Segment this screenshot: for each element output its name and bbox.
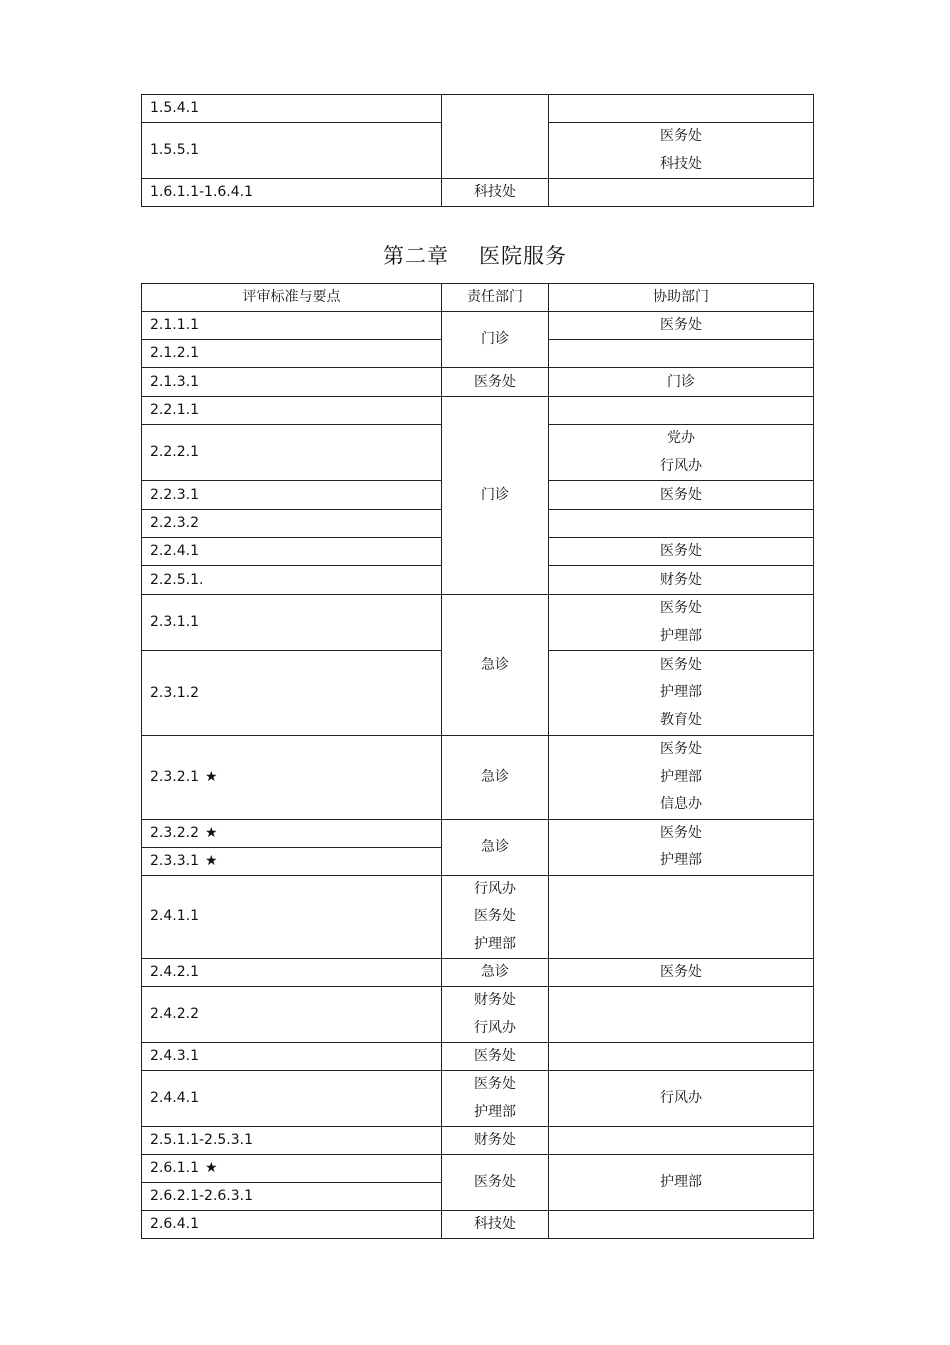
assist-cell: 医务处 [549, 538, 814, 566]
assist-cell [549, 510, 814, 538]
standard-cell: 2.2.3.2 [142, 510, 442, 538]
star-icon: ★ [204, 824, 218, 841]
assist-cell: 医务处 [549, 959, 814, 987]
star-icon: ★ [204, 1160, 218, 1176]
standard-code: 2.3.2.2 [150, 824, 199, 841]
header-row [142, 284, 814, 312]
header-standard: 评审标准与要点 [142, 284, 442, 312]
header-assist: 协助部门 [549, 284, 814, 312]
responsible-cell [442, 987, 549, 1043]
assist-cell [549, 123, 814, 179]
assist-cell [549, 1127, 814, 1155]
standard-cell: 2.3.1.1 [142, 595, 442, 651]
star-icon: ★ [204, 768, 218, 785]
dept-text: 护理部 [660, 684, 702, 701]
responsible-cell [442, 95, 549, 179]
standard-cell: 2.1.1.1 [142, 312, 442, 340]
assist-cell: 医务处 [549, 481, 814, 510]
assist-cell: 门诊 [549, 368, 814, 397]
standard-cell: 1.5.5.1 [142, 123, 442, 179]
standard-code: 2.3.3.1 [150, 852, 199, 869]
dept-text: 护理部 [474, 1103, 516, 1120]
responsible-cell [442, 1071, 549, 1127]
standard-cell: 1.5.4.1 [142, 95, 442, 123]
responsible-cell: 急诊 [442, 595, 549, 736]
responsible-cell: 医务处 [442, 368, 549, 397]
assist-cell [549, 179, 814, 207]
standard-cell: 2.6.4.1 [142, 1211, 442, 1239]
dept-text: 护理部 [660, 768, 702, 785]
dept-text: 教育处 [660, 711, 702, 728]
dept-text: 医务处 [660, 128, 702, 144]
responsible-cell: 医务处 [442, 1043, 549, 1071]
responsible-cell: 科技处 [442, 179, 549, 207]
dept-text: 信息办 [660, 796, 702, 812]
assist-cell [549, 95, 814, 123]
assist-cell: 护理部 [549, 1155, 814, 1211]
chapter-number: 第二章 [383, 244, 449, 268]
standard-cell: 2.4.2.2 [142, 987, 442, 1043]
header-responsible: 责任部门 [442, 284, 549, 312]
assist-cell: 行风办 [549, 1071, 814, 1127]
standard-cell: 2.4.1.1 [142, 875, 442, 959]
assist-cell: 医务处 [549, 312, 814, 340]
standard-cell [142, 736, 442, 820]
responsible-cell [442, 875, 549, 959]
standard-cell: 2.6.2.1-2.6.3.1 [142, 1183, 442, 1211]
assist-cell [549, 1211, 814, 1239]
dept-text: 医务处 [660, 824, 702, 841]
standard-cell: 2.4.4.1 [142, 1071, 442, 1127]
assist-cell [549, 651, 814, 736]
standard-code: 2.3.2.1 [150, 768, 199, 785]
standard-cell: 2.4.2.1 [142, 959, 442, 987]
standard-cell [142, 847, 442, 875]
standard-cell: 2.2.2.1 [142, 425, 442, 481]
responsible-cell: 急诊 [442, 819, 549, 875]
star-icon: ★ [204, 852, 218, 869]
assist-cell [549, 595, 814, 651]
standard-cell: 2.4.3.1 [142, 1043, 442, 1071]
dept-text: 护理部 [660, 627, 702, 644]
dept-text: 医务处 [474, 908, 516, 924]
responsible-cell: 财务处 [442, 1127, 549, 1155]
assist-cell [549, 987, 814, 1043]
dept-text: 医务处 [660, 600, 702, 616]
standard-cell: 2.5.1.1-2.5.3.1 [142, 1127, 442, 1155]
standard-cell: 2.2.1.1 [142, 397, 442, 425]
assist-cell [549, 425, 814, 481]
dept-text: 护理部 [474, 935, 516, 952]
standard-cell: 1.6.1.1-1.6.4.1 [142, 179, 442, 207]
dept-text: 行风办 [474, 1019, 516, 1036]
dept-text: 医务处 [660, 741, 702, 757]
assist-cell [549, 1043, 814, 1071]
assist-cell [549, 397, 814, 425]
top-table [141, 94, 814, 207]
assist-cell [549, 819, 814, 875]
responsible-cell: 急诊 [442, 736, 549, 820]
assist-cell [549, 340, 814, 368]
responsible-cell: 医务处 [442, 1155, 549, 1211]
chapter-title: 医院服务 [479, 244, 567, 268]
chapter-heading [0, 240, 950, 270]
standard-cell: 2.1.2.1 [142, 340, 442, 368]
standard-cell: 2.2.3.1 [142, 481, 442, 510]
dept-text: 医务处 [474, 1076, 516, 1092]
standard-cell [142, 819, 442, 847]
standard-code: 2.6.1.1 [150, 1160, 199, 1176]
responsible-cell: 急诊 [442, 959, 549, 987]
standard-cell: 2.1.3.1 [142, 368, 442, 397]
assist-cell [549, 875, 814, 959]
responsible-cell: 科技处 [442, 1211, 549, 1239]
dept-text: 科技处 [660, 155, 702, 172]
standard-cell: 2.2.4.1 [142, 538, 442, 566]
responsible-cell: 门诊 [442, 397, 549, 595]
responsible-cell: 门诊 [442, 312, 549, 368]
dept-text: 财务处 [474, 992, 516, 1008]
dept-text: 医务处 [660, 656, 702, 673]
main-table [141, 283, 814, 1239]
standard-cell: 2.2.5.1. [142, 566, 442, 595]
dept-text: 护理部 [660, 852, 702, 868]
dept-text: 行风办 [660, 457, 702, 474]
standard-cell: 2.3.1.2 [142, 651, 442, 736]
assist-cell: 财务处 [549, 566, 814, 595]
assist-cell [549, 736, 814, 820]
dept-text: 党办 [667, 430, 695, 446]
dept-text: 行风办 [474, 880, 516, 897]
standard-cell [142, 1155, 442, 1183]
